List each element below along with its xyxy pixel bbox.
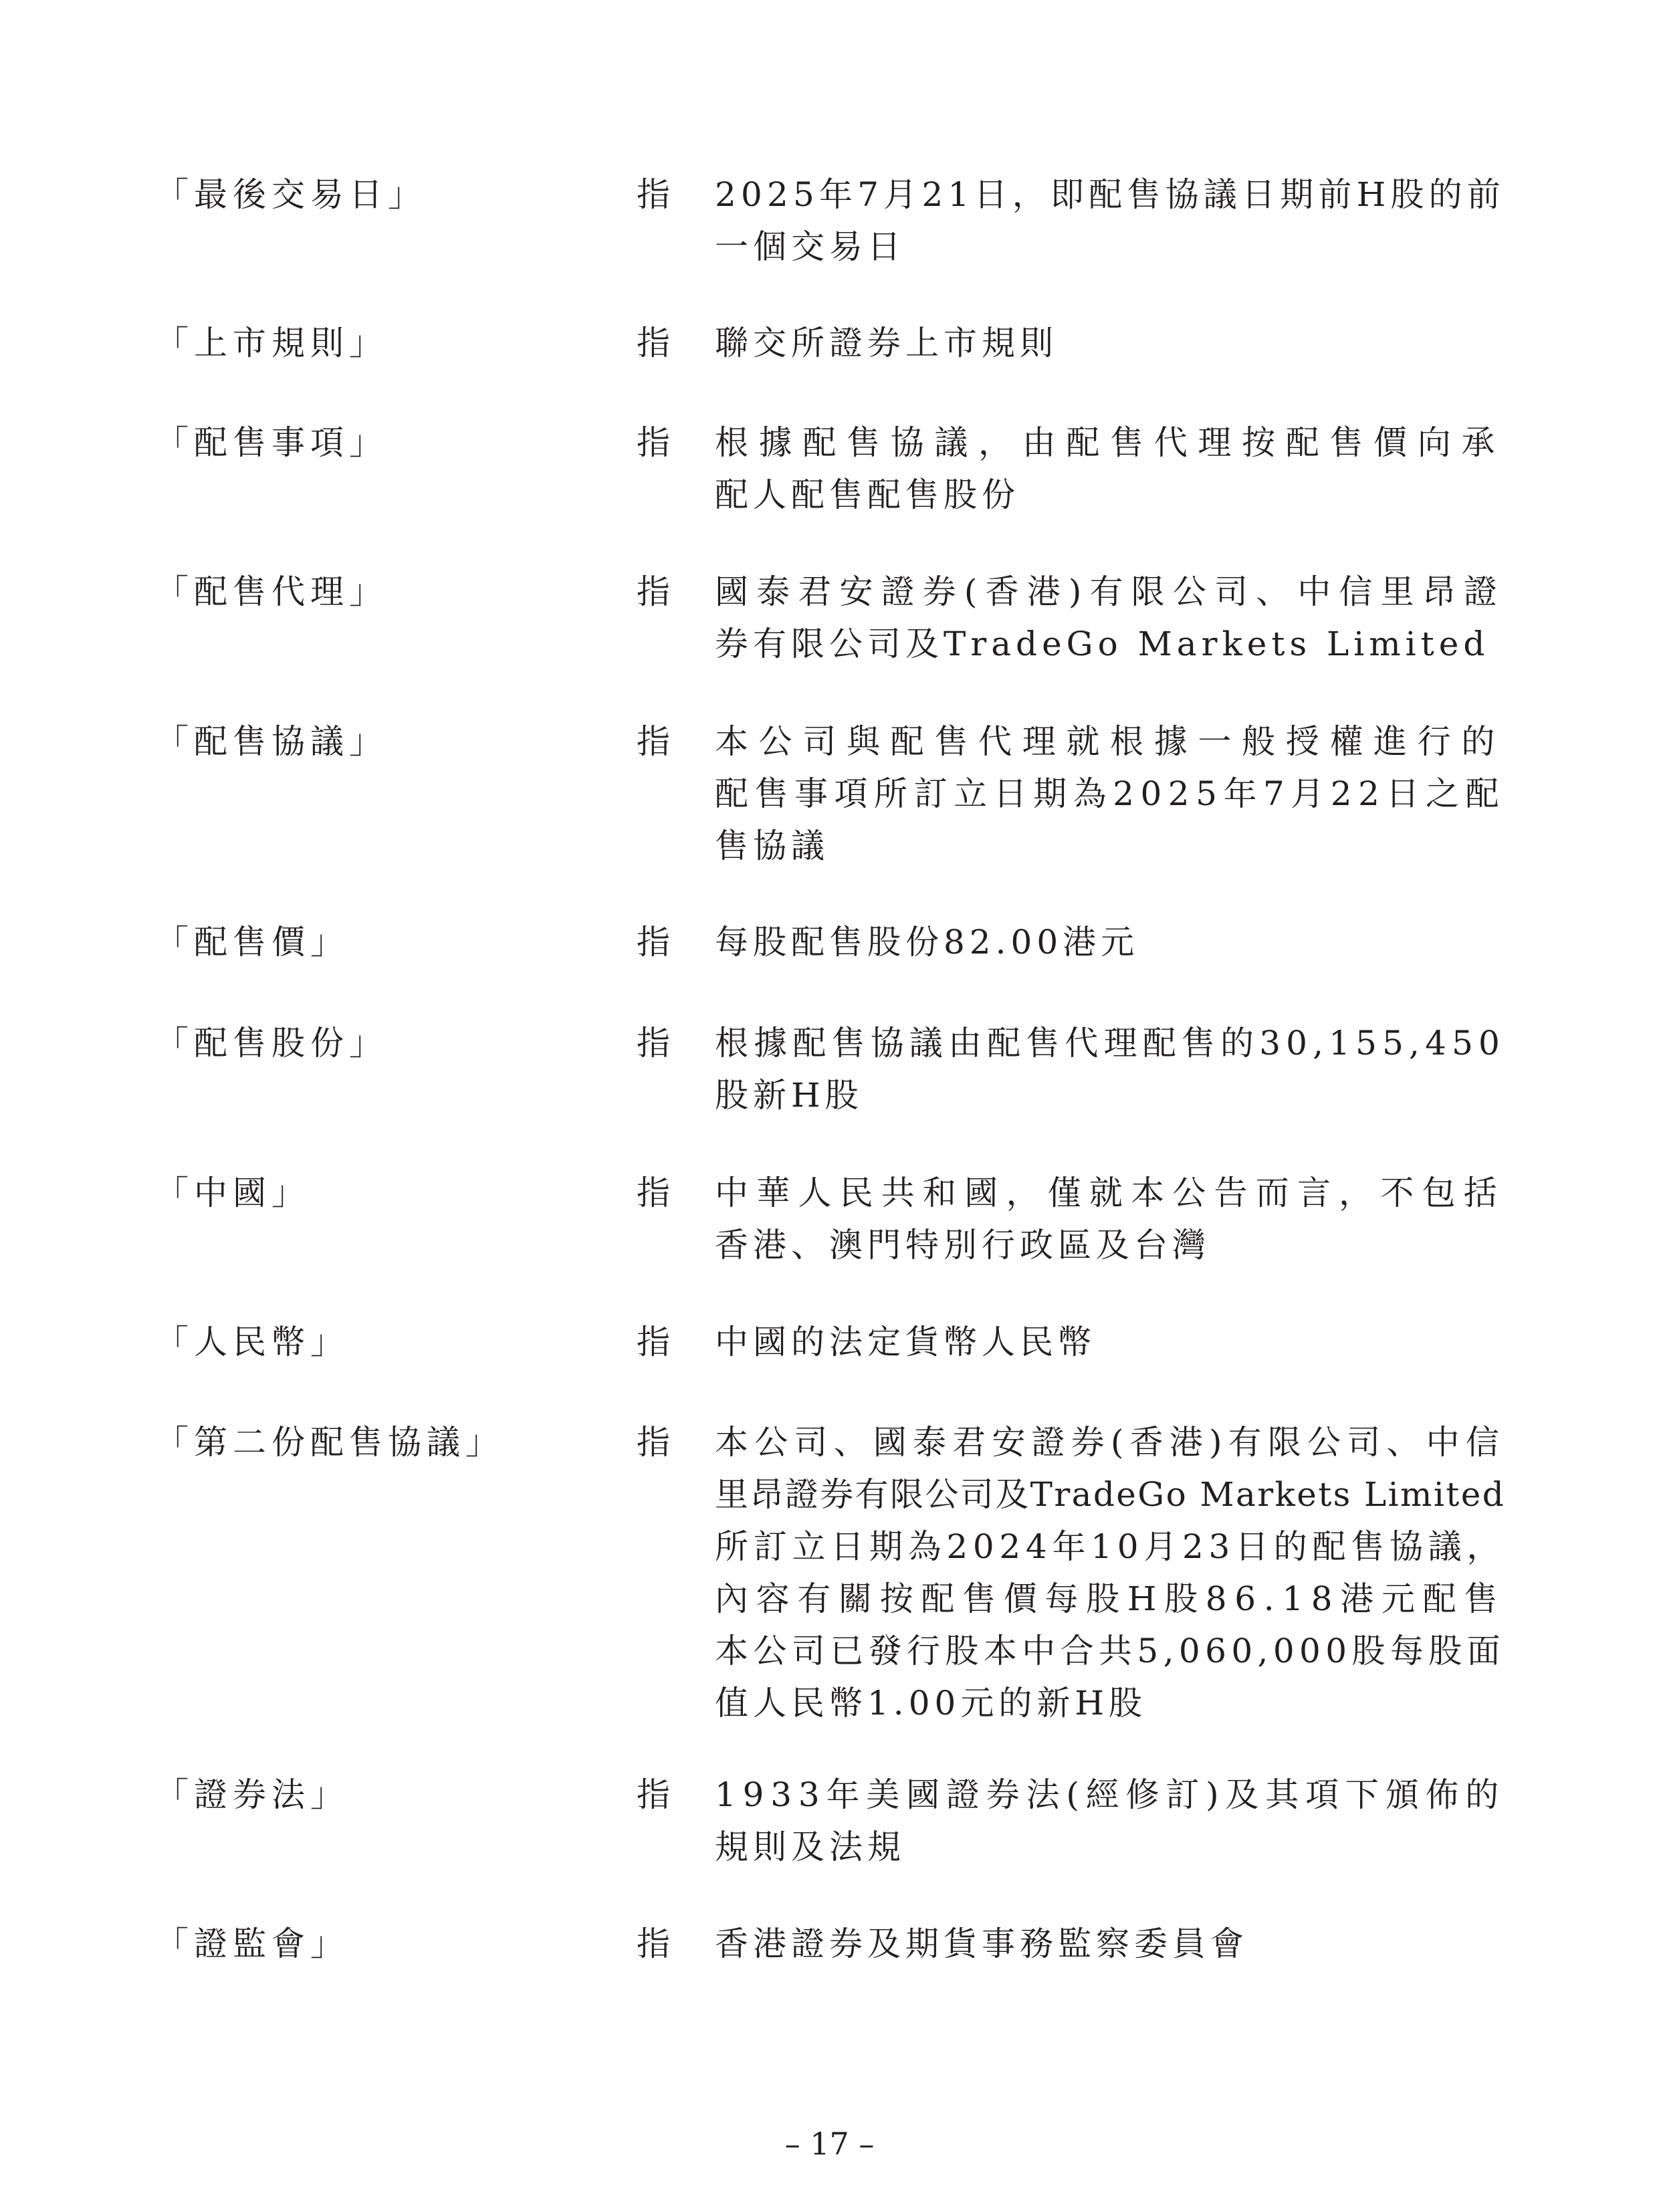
definition-term: 「第二份配售協議」 <box>155 1423 504 1462</box>
definition-line: 本公司、國泰君安證券(香港)有限公司、中信 <box>715 1423 1505 1462</box>
definition-line: 每股配售股份82.00港元 <box>715 923 1139 962</box>
definition-text <box>715 1017 1505 1121</box>
definition-line: 里昂證券有限公司及TradeGo Markets Limited <box>715 1475 1505 1514</box>
definition-line: 根據配售協議，由配售代理按配售價向承 <box>715 423 1505 462</box>
definition-term: 「人民幣」 <box>155 1323 349 1361</box>
definition-text <box>715 317 1505 369</box>
definition-line: 配人配售配售股份 <box>715 475 1020 514</box>
definition-term: 「中國」 <box>155 1174 310 1212</box>
definition-text <box>715 169 1505 273</box>
definition-term: 「證券法」 <box>155 1775 349 1814</box>
means-label: 指 <box>637 1024 670 1063</box>
means-label: 指 <box>637 175 670 214</box>
means-label: 指 <box>637 1924 670 1963</box>
definition-line: 香港、澳門特別行政區及台灣 <box>715 1226 1210 1264</box>
definition-line: 規則及法規 <box>715 1828 905 1866</box>
definition-term: 「證監會」 <box>155 1924 349 1963</box>
definition-line: 內容有關按配售價每股H股86.18港元配售 <box>715 1579 1505 1618</box>
means-label: 指 <box>637 722 670 761</box>
definition-term: 「上市規則」 <box>155 324 388 362</box>
means-label: 指 <box>637 423 670 462</box>
definition-line: 中華人民共和國，僅就本公告而言，不包括 <box>715 1174 1505 1212</box>
definition-text <box>715 1167 1505 1271</box>
definition-text <box>715 417 1505 521</box>
definition-line: 1933年美國證券法(經修訂)及其項下頒佈的 <box>715 1775 1505 1814</box>
definition-text <box>715 1416 1505 1729</box>
definition-line: 本公司已發行股本中合共5,060,000股每股面 <box>715 1632 1505 1670</box>
definition-line: 國泰君安證券(香港)有限公司、中信里昂證 <box>715 572 1505 611</box>
definition-text <box>715 1769 1505 1873</box>
definition-line: 券有限公司及TradeGo Markets Limited <box>715 625 1490 663</box>
definition-line: 值人民幣1.00元的新H股 <box>715 1684 1147 1723</box>
definition-line: 聯交所證券上市規則 <box>715 324 1058 362</box>
definition-term: 「配售代理」 <box>155 572 388 611</box>
definition-term: 「配售股份」 <box>155 1024 388 1063</box>
definition-text <box>715 1316 1505 1368</box>
definition-line: 股新H股 <box>715 1076 863 1115</box>
means-label: 指 <box>637 572 670 611</box>
definition-line: 一個交易日 <box>715 227 905 266</box>
means-label: 指 <box>637 324 670 362</box>
definition-text <box>715 715 1505 872</box>
definition-text <box>715 566 1505 670</box>
means-label: 指 <box>637 1775 670 1814</box>
definition-line: 配售事項所訂立日期為2025年7月22日之配 <box>715 774 1505 813</box>
definition-line: 2025年7月21日，即配售協議日期前H股的前 <box>715 175 1505 214</box>
definition-term: 「配售協議」 <box>155 722 388 761</box>
definition-line: 所訂立日期為2024年10月23日的配售協議， <box>715 1527 1505 1566</box>
definition-line: 香港證券及期貨事務監察委員會 <box>715 1924 1248 1963</box>
definition-line: 中國的法定貨幣人民幣 <box>715 1323 1096 1361</box>
definition-term: 「配售價」 <box>155 923 349 962</box>
definition-text <box>715 1918 1505 1970</box>
definition-term: 「最後交易日」 <box>155 175 427 214</box>
means-label: 指 <box>637 923 670 962</box>
means-label: 指 <box>637 1174 670 1212</box>
definition-line: 本公司與配售代理就根據一般授權進行的 <box>715 722 1505 761</box>
definition-line: 根據配售協議由配售代理配售的30,155,450 <box>715 1024 1505 1063</box>
definition-text <box>715 916 1505 968</box>
definition-term: 「配售事項」 <box>155 423 388 462</box>
means-label: 指 <box>637 1323 670 1361</box>
definition-line: 售協議 <box>715 826 829 865</box>
page-number: – 17 – <box>784 2126 875 2162</box>
means-label: 指 <box>637 1423 670 1462</box>
